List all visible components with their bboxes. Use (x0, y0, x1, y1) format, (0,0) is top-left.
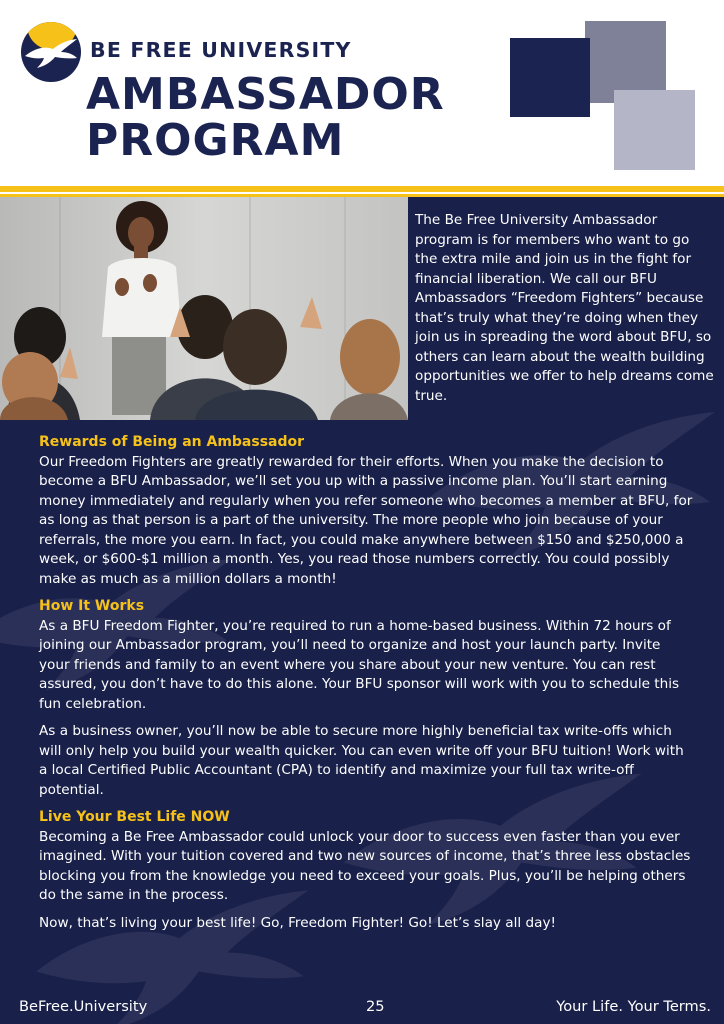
page-title (86, 69, 445, 166)
section-paragraph: Becoming a Be Free Ambassador could unlock your door to success even faster than you ever imagined. With your tuition covered and two new sources of income, that’s three less obstacles blocking you from the knowledge you need to exceed your goals. Plus, you’ll be helping others do the same in the process. (39, 828, 691, 903)
decorative-square-navy (510, 38, 590, 117)
decorative-square-light (614, 90, 695, 170)
title-line-1: AMBASSADOR (86, 69, 445, 120)
eagle-sun-logo-icon (21, 22, 81, 82)
section-paragraph: As a BFU Freedom Fighter, you’re required to run a home-based business. Within 72 hours of joining our Ambassador program, you’ll need to organize and host your launch party. Invite your friends and family to an event where you share about your new venture. You can rest assured, you don’t have to do this alone. Your BFU sponsor will work with you to schedule this fun celebration. (39, 617, 680, 712)
section-heading-how-it-works: How It Works (39, 598, 145, 614)
presenter-and-applauding-audience-photo (0, 197, 408, 420)
section-heading-live-best-life: Live Your Best Life NOW (39, 809, 230, 825)
footer-tagline: Your Life. Your Terms. (556, 998, 711, 1015)
page-number: 25 (366, 998, 385, 1015)
gold-divider-thick (0, 186, 724, 192)
section-heading-rewards: Rewards of Being an Ambassador (39, 434, 305, 450)
intro-paragraph: The Be Free University Ambassador program is for members who want to go the extra mile and join us in the fight for financial liberation. We call our BFU Ambassadors “Freedom Fighters” because that’s truly what they’re doing when they join us in spreading the word about BFU, so others can learn about the wealth building opportunities we offer to help dreams come true. (415, 212, 714, 404)
section-paragraph: Now, that’s living your best life! Go, Freedom Fighter! Go! Let’s slay all day! (39, 914, 556, 931)
section-paragraph: As a business owner, you’ll now be able to secure more highly beneficial tax write-offs which will only help you build your wealth quicker. You can even write off your BFU tuition! Work with a local Certified Public Accountant (CPA) to identify and maximize your full tax write-off potential. (39, 723, 684, 798)
page-header (0, 0, 724, 186)
university-name: BE FREE UNIVERSITY (90, 38, 352, 62)
article-body (39, 433, 694, 941)
main-panel (0, 197, 724, 1024)
section-paragraph: Our Freedom Fighters are greatly rewarded for their efforts. When you make the decision to become a BFU Ambassador, we’ll set you up with a passive income plan. You’ll start earning money immediately and regularly when you refer someone who becomes a member at BFU, for as long as that person is a part of the university. The more people who join because of your referrals, the more you earn. In fact, you could make anywhere between $150 and $250,000 a week, or $600-$1 million a month. Yes, you read those numbers correctly. You could possibly make as much as a million dollars a month! (39, 453, 693, 587)
footer-site-link[interactable]: BeFree.University (19, 998, 148, 1015)
title-line-2: PROGRAM (86, 115, 345, 166)
